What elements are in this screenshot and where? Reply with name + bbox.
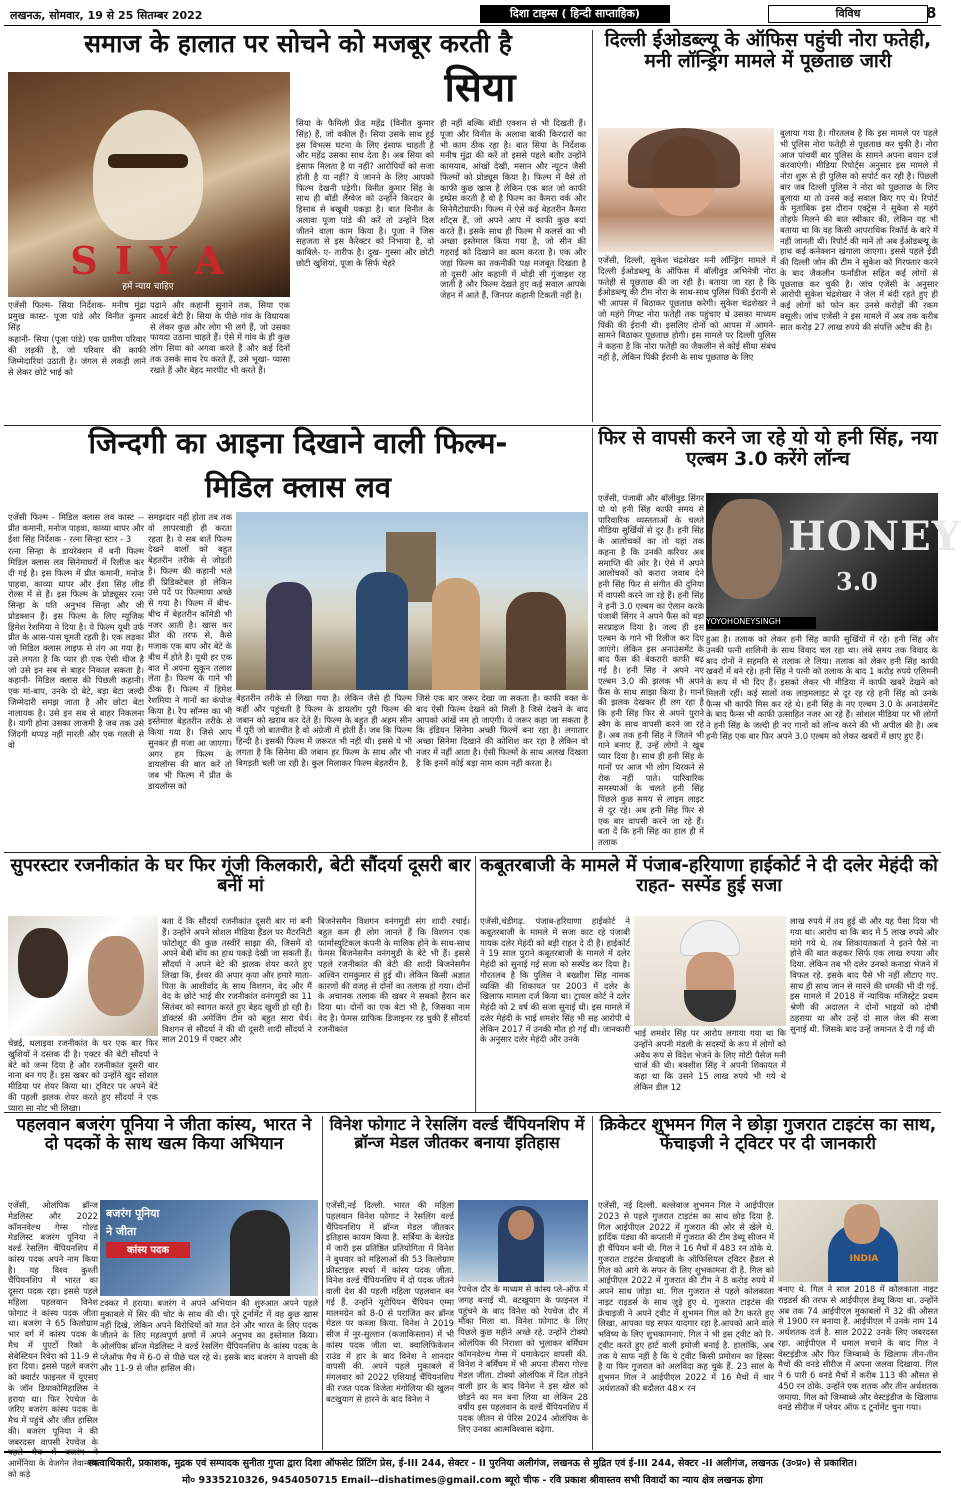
nora-photo	[598, 128, 774, 252]
rajni-col3: बिजनेसमैन विशगन वनंगमुडी संग शादी रचाई। बहुत कम ही लोग जानते हैं कि विशगन एक फार्मास्युटिकल कंपनी के मालिक होने के साथ-साथ फेमस बिजनेसमैन वनंगमुडी के बेटे भी हैं। इससे पहले रजनीकांत की बेटी की शादी बिजनेसमैन अश्विन रामकुमार से हुई थी। लेकिन किसी अज्ञात कारणों की वजह से दोनों का तलाक हो गया। दोनों के अचानक तलाक की खबर ने सबको हैरान कर दिया था। दोनों का एक बेटा भी है, जिसका नाम वेद है। फेमस ग्राफिक डिजाइनर रह चुकी हैं सौंदर्या रजनीकांत	[318, 916, 470, 1034]
daler-photo	[634, 916, 786, 1026]
column-rule	[592, 1116, 593, 1450]
column-rule	[475, 856, 476, 1112]
rajni-col1: चेन्नई, थलाइवा रजनीकांत के घर एक बार फिर खुशियों ने दस्तक दी है। एक्टर की बेटी सौंदर्या ने बेटे को जन्म दिया है और रजनीकांत दूसरी बार नाना बन गए हैं। इस खबर को उन्होंने खुद सोशल मीडिया पर शेयर किया था। ट्विटर पर अपने बेटे की पहली झलक शेयर करते हुए सौंदर्या ने एक प्यारा सा नोट भी लिखा।	[8, 1038, 158, 1113]
honey-poster	[706, 493, 961, 631]
gill-photo	[778, 1200, 938, 1282]
honey-col1: एजेंसी, पंजाबी और बॉलीवुड सिंगर यो यो हनी सिंह काफी समय से पारिवारिक व्यस्तताओं के चलते मीडिया सुर्खियों से दूर हैं। हनी सिंह के आलोचकों का तो यहां तक कहना है कि उनकी करियर अब समाप्ति की ओर है। ऐसे में अपने आलोचकों को करारा जवाब देने हनी सिंह फिर से संगीत की दुनिया में वापसी करने जा रहे हैं। हनी सिंह ने हनी 3.0 एल्बम का ऐलान करके पंजाबी सिंगर ने अपने फैंस को बड़ा सरप्राइज दिया है। जल्द ही इस एल्बम के गाने भी रिलीज कर दिए जाएंगे। लेकिन इस अनाउंसमेंट के बाद फैंस की बेकरारी काफी बढ़ गई है। हनी सिंह ने अपने नए एल्बम 3.0 की झलक भी अपने फैंस के साथ साझा किया है। गानों की झलक देखकर ही लग रहा है कि हनी सिंह फिर से अपने पुराने स्वैग के साथ वापसी करने जा रहे हैं। अब तक हनी सिंह ने जितने भी गाने बनाए हैं, उन्हें लोगों ने खूब प्यार दिया है। साथ ही हनी सिंह के गानों पर आज भी लोग थिरकने से रोक नहीं पाते। पारिवारिक समस्याओं के चलते हनी सिंह पिछले कुछ समय से लाइम लाइट से दूर रहे। अब हनी सिंह फिर से एक बार वापसी करने जा रहे हैं। बता दें कि हनी सिंह का हाल ही में तलाक	[598, 493, 704, 847]
rajni-photo	[8, 916, 158, 1036]
vinesh-photo	[458, 1200, 588, 1282]
nora-col2: बुलाया गया है। गौरतलब है कि इस मामले पर पहले भी पुलिस नोरा फतेही से पूछताछ कर चुकी है। नोरा आज पांचवीं बार पुलिस के सामने अपना बयान दर्ज करवाएंगी। मीडिया रिपोर्ट्स अनुसार इस मामले में नोरा शुरू से ही पुलिस को सपोर्ट कर रही है। पिछली बार जब दिल्ली पुलिस ने नोरा को पूछताछ के लिए बुलाया था तो उनसे कई सवाल किए गए थे। रिपोर्ट के मुताबिक इस दौरान एक्ट्रेस ने सुकेश से महंगे तोहफे मिलने की बात स्वीकार की, लेकिन यह भी बताया था कि वह किसी आपराधिक रिकॉर्ड के बारे में नहीं जानती थीं। रिपोर्ट की मानें तो अब ईओडब्ल्यू के हाथ कई कनेक्शन खंगाला जाएगा। इससे पहले ईडी की दिल्ली जोन की टीम ने सुकेश को गिरफ्तार करने के बाद जैकलीन फर्नांडीज सहित कई लोगों से पूछताछ कर चुकी है। जांच एजेंसी के अनुसार आरोपी सुकेश चंद्रशेखर ने जेल में बंदी रहते हुए ही कई लोगों को फोन कर उनसे करोड़ों की रकम वसूली। जांच एजेंसी ने इस मामले में अब तक करीब सात करोड़ 27 लाख रुपये की संपत्ति अटैच की है।	[780, 128, 938, 332]
bajrang-col2: टक्कर में हराया। बजरंग ने अपने अभियान की शुरुआत अपने पहले मुकाबले में सिर की चोट के साथ की थी। पूरे टूर्नामेंट में वह कुछ खास नहीं दिखे, लेकिन अपने विरोधियों को मात देने और भारत के लिए पदक जीतने के लिए महत्वपूर्ण क्षणों में अपने अनुभव का इस्तेमाल किया। ओलंपिक ब्रॉन्ज मेडलिस्ट ने वर्ल्ड रेसलिंग चैंपियनशिप के कांस्य पदक के प्लेऑफ मैच में 6-0 से पीछे चल रहे थे। इसके बाद बजरंग ने वापसी की और 11-9 से जीत हासिल की।	[100, 1298, 318, 1373]
middle-poster	[236, 512, 588, 690]
middle-credits: एजेंसी फिल्म - मिडिल क्लास लव कास्ट --प्रीत कमानी, मनोज पाहवा, काव्या थापर और ईशा सिंह निर्देशक - रत्ना सिन्हा स्टार - 3	[8, 512, 144, 544]
hair-shape	[628, 128, 740, 188]
middle-col4: जिसे एक बार जरूर देखा जा सकता है। काफी वक्त के बाद ऐसी फिल्म देखने को मिली है जिसे देखने के बाद आपको आंखें नम हो जाएंगी। ये जरूर कहा जा सकता है कि इंडियन सिनेमा अच्छी फिल्में बना रहा है। लगातार अच्छा सिनेमा दिखाने की कोशिश कर रहा है लेकिन वो नजर में नहीं आता है। ऐसी फिल्मों के साथ अलख दिखता है कि इनमें कोई बड़ा नाम काम नहीं करता है।	[416, 693, 588, 768]
poster-title: S I Y A	[70, 238, 226, 283]
section-rule	[4, 1112, 941, 1113]
face-shape	[88, 936, 144, 1016]
middle-col2: समझदार नहीं होता तब तक वो लापरवाही ही करता रहता है। ये सब बातें फिल्म देखने वालों को बहुत बेहतरीन तरीके से जोड़ती है। फिल्म की कहानी भले ही प्रिडिक्टेबल हो लेकिन उसे पर्दे पर फिल्माया अच्छे से गया है। फिल्म में बीच-बीच में बेहतरीन कॉमेडी भी नजर आती है। खास कर प्रीत की तरफ से, कैसे मजाक एक बाप और बेटे के बीच में होते हैं। यूथी हर एक बात में अपना सुकून तलाश लेता है। फिल्म के गाने भी ठीक हैं। फिल्म में हिमेश रेशमिया ने गानों का कंपोज किया है। रैप सॉन्ग्स का भी इस्तेमाल बेहतरीन तरीके से किया गया है। जिसे आप सुनकर ही मजा आ जाएगा। अगर हम फिल्म के डायलॉग्स की बात करें तो जब भी फिल्म में प्रीत के डायलॉग्स को	[148, 512, 232, 791]
nora-headline: दिल्ली ईओडब्ल्यू के ऑफिस पहुंची नोरा फतेही, मनी लॉन्ड्रिंग मामले में पूछताछ जारी	[604, 29, 932, 72]
beard-shape	[684, 990, 736, 1022]
siya-headline-1: समाज के हालात पर सोचने को मजबूर करती है	[84, 29, 512, 58]
poster-num: 3.0	[836, 567, 878, 596]
daler-headline: कबूतरबाजी के मामले में पंजाब-हरियाणा हाईकोर्ट ने दी दलेर मेहंदी को राहत- सस्पेंड हुई सजा	[480, 855, 938, 896]
person-shape	[266, 582, 312, 690]
gill-col2: बनाए थे. गिल ने साल 2018 में कोलकाता नाइट राइडर्स की तरफ से आईपीएल डेब्यू किया था. उन्होंने अब तक 74 आईपीएल मुकाबलों में 32 की औसत से 1900 रन बनाया है. आईपीएल में उनके नाम 14 अर्धशतक दर्ज है. साल 2022 उनके लिए जबरदस्त रहा. आईपीएल में धमाल मचाने के बाद गिल ने वेस्टइंडीज और फिर जिम्बाब्वे के खिलाफ तीन-तीन मैचों की वनडे सीरीज में अपना जलवा दिखाया. गिल ने 6 पारी 6 वनडे मैचों में करीब 113 की औसत से 450 रन ठोके. उन्होंने एक शतक और तीन अर्धशतक जमाया. गिल को जिम्बाब्वे और वेस्टइंडीज के खिलाफ वनडे सीरीज में प्लेयर ऑफ द टूर्नामेंट चुना गया।	[778, 1284, 938, 1413]
gill-col1: एजेंसी, नई दिल्ली. बल्लेबाज शुभमन गिल ने आईपीएल 2023 से पहले गुजरात टाइटंस का साथ छोड़ दिया है. गिल आईपीएल 2022 में गुजरात की ओर से खेले थे. हार्दिक पंड्या की कप्तानी में गुजरात की टीम डेब्यू सीजन में ही चैंपियन बनी थी. गिल ने 16 मैचों में 483 रन ठोके थे. गुजरात टाइटंस फ्रेंचाइजी के ऑफिशियल ट्विटर हैंडल से गिल को आगे के सफर के लिए शुभकामना दी है. गिल को आईपीएल 2022 में गुजरात की टीम ने 8 करोड़ रुपये में अपने साथ जोड़ा था. गिल गुजरात से पहले कोलकाता नाइट राइडर्स के साथ जुड़े हुए थे. गुजरात टाइटंस की फ्रेंचाइजी ने अपने ट्वीट में शुभमन गिल को टैग करते हुए लिखा, आपका यह सफर यादगार रहा है.आपको आने वाले भविष्य के लिए शुभकामनाएं. गिल ने भी इस ट्वीट को रि-ट्वीट करते हुए हार्ट वाली इमोजी बनाई है. हालांकि, अब तक ये साफ नहीं है कि ये ट्वीट किसी प्रमोशन का हिस्सा है या फिर गुजरात को अलविदा कह चुके हैं. 23 साल के शुभमन गिल ने आईपीएल 2022 में 16 मैचों में चार अर्धशतकों की बदौलत 48× रन	[598, 1200, 774, 1393]
face-shape	[18, 928, 68, 998]
siya-poster	[8, 72, 290, 297]
bajrang-photo	[100, 1200, 318, 1296]
middle-headline-1: जिन्दगी का आइना दिखाने वाली फिल्म-	[88, 426, 508, 460]
dateline: लखनऊ, सोमवार, 19 से 25 सितम्बर 2022	[10, 9, 203, 22]
vinesh-headline: विनेश फोगाट ने रेसलिंग वर्ल्ड चैंपियनशिप में ब्रॉन्ज मेडल जीतकर बनाया इतिहास	[329, 1115, 585, 1152]
daler-col1: एजेंसी,चंडीगढ़. पंजाब-हरियाणा हाईकोर्ट ने कबूतरबाजी के मामले में सजा काट रहे पंजाबी गायक दलेर मेहंदी को बड़ी राहत दे दी है। हाईकोर्ट ने 19 साल पुराने कबूतरबाजी के मामले में दलेर मेहंदी को सुनाई गई सजा को सस्पेंड कर दिया है। गौरतलब है कि पुलिस ने बख्शीश सिंह नामक व्यक्ति की शिकायत पर 2003 में दलेर के खिलाफ मामला दर्ज किया था। ट्रायल कोर्ट ने दलेर मेहंदी को 2 वर्ष की सजा सुनाई थी। इस मामले में दलेर मेहंदी के भाई शमशेर सिंह भी सह आरोपी थे लेकिन 2017 में उनकी मौत हो गई थी। जानकारी के अनुसार दलेर मेहंदी और उनके	[480, 916, 630, 1045]
middle-col1: रत्ना सिन्हा के डायरेक्शन में बनी फिल्म मिडिल क्लास लव सिनेमाघरों में रिलीज कर दी गई है। इस फिल्म में प्रीत कमानी, मनोज पाहवा, काव्या थापर और ईशा सिंह लीड रोल्स में से हैं। इस फिल्म के प्रोड्यूसर रत्ना सिन्हा के पति अनुभव सिन्हा और जी प्रोडक्शन हैं। इस फिल्म के लिए म्यूजिक हिमेश रेशमिया ने दिया है। ये फिल्म यूथी उर्फ प्रीत के आस-पास घूमती रहती है। एक लड़का जो मिडिल क्लास लाइफ से तंग आ गया है। उसे लगता है कि प्यार ही एक ऐसी चीज है जो उसे इन सब से बाहर निकाल सकता है। कहानी- मिडिल क्लास की पिछली कहानी। एक मां-बाप, उनके दो बेटे, बड़ा बेटा जल्दी जिम्मेदारी समझ जाता है और छोटा बेटा नालायक है। उसे इन सब से बाहर निकलना है। यागी होना उसका लाजमी है जब तक उसे जिंदगी थप्पड़ नहीं मारती और एक गलती से वो	[8, 546, 144, 750]
vinesh-col2: रेपचेज दौर के माध्यम से कांस्य प्ले-ऑफ में जगह बनाई थी. बटखुयाग के फाइनल में पहुंचने के बाद विनेश को रेपचेज दौर में मौका मिला था. विनेश फोगाट के लिए पिछले कुछ महीने अच्छे रहे. उन्होंने टोक्यो ओलंपिक की निराशा को भुलाकर बर्मिंघम कॉमनवेल्थ गेम्स में धमाकेदार वापसी की. विनेश ने बर्मिंघम में भी अपना तीसरा गोल्ड मेडल जीता. टोक्यो ओलंपिक में दिल तोड़ने वाली हार के बाद विनेश ने इस खेल को छोड़ने का मन बना लिया था लेकिन 28 वर्षीय इस पहलवान के वर्ल्ड चैंपियनशिप में पदक जीतन से पेरिस 2024 ओलंपिक के लिए उनका आत्मविश्वास बढ़ेगा.	[458, 1284, 588, 1434]
honey-col2: हुआ है। तलाक को लेकर हनी सिंह काफी सुर्खियों में रहे। हनी सिंह और उनकी पत्नी शालिनी के साथ विवाद चल रहा था। लंबे समय तक विवाद के बाद दोनों ने सहमति से तलाक ले लिया। तलाक को लेकर हनी सिंह काफी खबरों में बने रहे। हनी सिंह ने पत्नी को तलाक के बाद 1 करोड़ रुपये एलिमनी के रूप में भी दिए हैं। इसको लेकर भी मीडिया में काफी खबरें देखने को मिलती रहीं। कई सालों तक लाइमलाइट से दूर रह रहे हनी सिंह को उनके फैन्स भी काफी मिस कर रहे थे। हनी सिंह के नए एल्बम 3.0 के अनाउंसमेंट के बाद फैन्स भी काफी उत्साहित नजर आ रहे हैं। सोशल मीडिया पर भी लोगों ने हनी सिंह के जल्दी ही नए गानों को लॉन्च करने की भी अपील की है। अब हनी सिंह एक बार फिर अपने 3.0 एल्बम को लेकर खबरों में छाए हुए हैं।	[706, 634, 938, 741]
photo-text-2: ने जीता	[106, 1225, 137, 1238]
section-label: विविध	[768, 5, 928, 23]
section-rule	[4, 852, 941, 853]
rajni-col2: बता दें कि सौंदर्या रजनीकांत दूसरी बार मां बनी हैं। उन्होंने अपने सोशल मीडिया हैंडल पर मैटरनिटी फोटोशूट की कुछ तस्वीरें साझा की, जिसमें वो अपने बेबी बॉय का हाथ पकड़े देखी जा सकती हैं। सौंदर्या ने अपने बेटे की झलक शेयर करते हुए लिखा कि, ईश्वर की अपार कृपा और हमारे माता-पिता के आशीर्वाद के साथ विशगन, वेद और मैं वेद के छोटे भाई वीर रजनीकांत वनंगमुडी का 11 सितंबर को स्वागत करते हुए बेहद खुशी हो रही है। डॉक्टर्स की अमेजिंग टीम को बहुत सारा धैर्य। विशगन से सौंदर्या ने की थी दूसरी शादी सौंदर्या ने साल 2019 में एक्टर और	[162, 916, 312, 1045]
honey-headline: फिर से वापसी करने जा रहे यो यो हनी सिंह, नया एल्बम 3.0 करेंगे लॉन्च	[598, 427, 938, 470]
middle-headline-2: मिडिल क्लास लव	[204, 470, 392, 504]
turban-shape	[680, 920, 740, 956]
poster-honey-text: HONEY	[788, 513, 961, 560]
photo-text-1: बजरंग पूनिया	[106, 1207, 160, 1220]
column-rule	[322, 1116, 323, 1450]
masthead	[4, 4, 941, 26]
bajrang-headline: पहलवान बजरंग पूनिया ने जीता कांस्य, भारत ने दो पदकों के साथ खत्म किया अभियान	[16, 1115, 312, 1154]
siya-col2: पढ़ाने और कहानी सुनाने तक, सिया एक आदर्श बेटी है। सिया के पीछे गांव के विधायक से लेकर कुछ और लोग भी लगे हैं, जो उसका फायदा उठाना चाहते हैं। ऐसे में गांव के ही कुछ लोग सिया को अगवा करते हैं और कई दिनों तक उसके साथ रेप करते हैं, उसे भूखा- प्यासा रखते हैं और बेहद मारपीट भी करते हैं।	[150, 300, 290, 375]
face-shape	[508, 1210, 534, 1240]
paper-name: दिशा टाइम्स ( हिन्दी साप्ताहिक)	[480, 5, 670, 23]
person-shape	[506, 592, 566, 690]
page-number: 8	[926, 4, 937, 22]
siya-col4: ही नहीं बल्कि बॉडी एक्शन से भी दिखती हैं। पूजा और विनीत के अलावा बाकी किरदारों का भी काम ठीक रहा है। बात सिया के निर्देशक मनीष मुंद्रा की करें तो इससे पहले बतौर उन्होंने कामयाब, आंखों देखी, मसान और न्यूटन जैसी फिल्मों को प्रोड्यूस किया है। फिल्म में वैसे तो काफी कुछ खास है लेकिन एक बात जो काफी इम्प्रेस करती है वो है फिल्म का कैमरा वर्क और सिनेमैटोग्राफी। फिल्म में ऐसे कई बेहतरीन कैमरा शॉट्स हैं, जो अपने आप में काफी कुछ बयां करते हैं। इसके साथ ही फिल्म में कलर्स का भी अच्छा इस्तेमाल किया गया है, जो सीन की गहराई को दिखाने का काम करता है। एक और जहां फिल्म का तकनीकी पक्ष मजबूत दिखता है तो दूसरी ओर कहानी में थोड़ी सी गुंजाइश रह जाती है और फिल्म देखते हुए कई सवाल आपके जेहन में आते हैं, जिनपर कहानी टिकती नहीं है।	[440, 118, 586, 300]
face-shape	[712, 499, 782, 599]
gill-headline: क्रिकेटर शुभमन गिल ने छोड़ा गुजरात टाइटंस का साथ, फेंचाइजी ने ट्विटर पर दी जानकारी	[599, 1115, 937, 1154]
footer	[4, 1451, 941, 1487]
middle-col1-wrap	[8, 512, 144, 848]
poster-credit: YOYOHONEYSINGH	[706, 617, 816, 629]
siya-credits	[8, 300, 146, 420]
daler-col2: भाई शमशेर सिंह पर आरोप लगाया गया था कि उन्होंने अपनी मंडली के सदस्यों के रूप में लोगों को अवैध रूप से विदेश भेजने के लिए मोटी पैसेज मनी चार्ज की थी। बक्शीश सिंह ने अपनी शिकायत में कहा था कि उसने 15 लाख रुपये भी गये थे लेकिन डील 12	[634, 1028, 786, 1092]
footer-line-2: मो० 9335210326, 9454050715 Email--dishatimes@gmail.com ब्यूरो चीफ - रवि प्रकाश श्रीवास्तव सभी विवादों का न्याय क्षेत्र लखनऊ होगा	[182, 1475, 763, 1486]
column-rule	[592, 428, 593, 850]
siya-headline-2: सिया	[444, 65, 516, 111]
person-shape	[432, 578, 480, 690]
footer-line-1: स्वत्वाधिकारी, प्रकाशक, मुद्रक एवं सम्पादक सुनीता गुप्ता द्वारा दिशा ऑफसेट प्रिंटिंग प्रेस, ई-III 244, सेक्टर - II पुरनिया अलीगंज, लखनऊ से मुद्रित एवं ई-III 244, सेक्टर -II अलीगंज, लखनऊ (उ०प्र०) से प्रकाशित।	[88, 1458, 857, 1469]
rajni-headline: सुपरस्टार रजनीकांत के घर फिर गूंजी किलकारी, बेटी सौंदर्या दूसरी बार बनीं मां	[10, 855, 471, 896]
photo-text-3: कांस्य पदक	[106, 1242, 190, 1258]
poster-tagline: हमें न्याय चाहिए	[122, 282, 174, 292]
face-shape	[93, 110, 203, 240]
face-shape	[844, 1204, 880, 1244]
bajrang-col1: एजेंसी, ओलंपिक ब्रॉन्ज मेडलिस्ट और 2022 कॉमनवेल्थ गेम्स गोल्ड मेडलिस्ट बजरंग पूनिया ने वर्ल्ड रेसलिंग चैंपियनशिप में कांस्य पदक अपने नाम किया है। यह विश्व कुश्ती चैंपियनशिप में भारत का दूसरा पदक रहा। इससे पहले महिला पहलवान विनेश फोगाट ने कांस्य पदक जीता था। बजरंग ने 65 किलोग्राम भार वर्ग में कांस्य पदक के मैच में पुएर्टो रिको के सेबेस्टियन रिवेरा को 11-9 से हरा दिया। इससे पहले बजरंग को क्वार्टर फाइनल में यूएसए के जॉन डियाकोमिहालिस ने हराया था। फिर रेपचेज के जरिए बजरंग कांस्य पदक के मैच में पहुंचे और जीत हासिल की। बजरंग पूनिया ने की जबरदस्त वापसी रेपचेज के पहले मैच में बजरंग ने आर्मेनिया के वेजगेन तेवान्यान को कड़े	[8, 1200, 98, 1479]
daler-col3: लाख रुपये में तय हुई थी और यह पैसा दिया भी गया था। आरोप था कि बाद में 5 लाख रुपये और मांगे गये थे. तब शिकायतकर्ता ने इतने पैसे ना होने की बात कहकर सिर्फ एक लाख रुपया और दिया. लेकिन तब भी दलेर उनको कनाडा भेजने में विफल रहे. इसके बाद पैसे भी नहीं लौटाए गए. साथ ही साथ जान से मारने की धमकी भी दी गई. इस मामले में 2018 में न्यायिक मजिस्ट्रेट प्रथम श्रेणी की अदालत ने दोनों भाइयों को दोषी ठहराया था और उन्हें दो साल जेल की सजा सुनाई थी. जिसके बाद उन्हें जमानत दे दी गई थी	[790, 916, 938, 1034]
siya-credit-text: एजेंसी फिल्म- सिया निर्देशक- मनीष मुंद्रा प्रमुख कास्ट- पूजा पांडे और विनीत कुमार सिंह	[8, 300, 146, 332]
column-rule	[592, 30, 593, 422]
nora-col1: एजेंसी, दिल्ली, सुकेश चंद्रशेखर मनी लॉन्ड्रिंग मामले में दिल्ली ईओडब्ल्यू के ऑफिस में बॉलीवुड अभिनेत्री नोरा फतेही से पूछताछ की जा रही है। बताया जा रहा है कि ईओडब्ल्यू की टीम नोरा के साथ-साथ पुलिस पिंकी ईरानी से भी आपस में बिठाकर पूछताछ करेगी। सुकेश चंद्रशेखर ने जो महंगे गिफ्ट नोरा फतेही तक पहुंचाए थे उसका माध्यम पिंकी की ईरानी थी। इसलिए दोनों को आपस में आमने-सामने बिठाकर पूछताछ होगी। इस मामले पर दिल्ली पुलिस ने कहना है कि नोरा फतेही का जैकलीन से कोई सीधा संबंध नहीं है, लेकिन पिंकी ईरानी के साथ पूछताछ के लिए	[598, 255, 776, 362]
vinesh-col1: एजेंसी,नई दिल्ली. भारत की महिला पहलवान विनेश फोगाट ने रेसलिंग वर्ल्ड चैंपियनशिप में ब्रॉन्ज मेडल जीतकर इतिहास कायम किया है. सर्बिया के बेलग्रेड में जारी इस प्रतिष्ठित प्रतियोगिता में विनेश ने बुधवार को महिलाओं की 53 किलोग्राम फ्रीस्टाइल स्पर्धा में कांस्य पदक जीता. विनेश वर्ल्ड चैंपियनशिप में दो पदक जीतने वाली देश की पहली महिला पहलवान बन गई हैं. उन्होंने यूरोपियन चैंपियन एम्मा मालमग्रेन को 8-0 से पराजित कर ब्रॉन्ज मेडल पर कब्जा किया. विनेश ने 2019 सीज में नूर-सुल्तान (कजाकिस्तान) में भी कांस्य पदक जीता था. क्वालिफिकेशन राउंड में हार के बाद विनेश ने शानदार वापसी की. अपने पहले मुकाबले में मंगलवार को 2022 एशियाई चैंपियनशिप की रजत पदक विजेता मंगोलिया की खुलन बटखुयाग से हारने के बाद विनेश ने	[326, 1200, 454, 1404]
person-shape	[230, 1210, 290, 1296]
siya-col1: कहानी- सिया (पूजा पांडे) एक ग्रामीण परिवार की लड़की है, जो परिवार की काफी जिम्मेदारियां उठाती है। जंगल से लकड़ी लाने से लेकर छोटे भाई को	[8, 334, 146, 377]
jersey-text: INDIA	[849, 1254, 879, 1264]
middle-col3: बेहतरीन तरीके से लिखा गया है। लेकिन जैसे ही फिल्म कहीं और पहुंचती है फिल्म के डायलॉग पूरी फिल्म की जबान को खराब कर देते हैं। फिल्म के बहुत ही अहम सीन में पूरी जो बातचीत है वो अंग्रेजी में होती है। जब कि फिल्म हिन्दी है। इसकी फिल्म में जरूरत भी नहीं थी। इससे ये भी लगता है कि सिनेमा की जबान हर फिल्म के साथ और भी बिगड़ती चली जा रही है। कुल मिलाकर फिल्म बेहतरीन है,	[236, 693, 412, 768]
eyes-band	[108, 154, 188, 168]
person-shape	[356, 572, 408, 690]
siya-col3: सिया के फैमिली फ्रेंड महेंद्र (विनीत कुमार सिंह) हैं, जो वकील हैं। सिया उसके साथ हुई इस विभत्स घटना के लिए इंसाफ चाहती है और महेंद्र उसका साथ देता है। अब सिया को इंसाफ मिलता है या नहीं? आरोपियों को सजा होती है या नहीं? ये जानने के लिए आपको फिल्म देखनी पड़ेगी। विनीत कुमार सिंह के साथ ही बॉडी लैंग्वेज को उन्होंने किरदार के हिसाब से बखूबी पकड़ा है। बात विनीत के अलावा पूजा पांडे की करें तो उन्होंने दिल जीतने वाला काम किया है। पूजा ने जिस सहजता से इस कैरेक्टर को निभाया है, वो काबिले- ए- तारीफ है। दुख- गुस्सा और छोटी छोटी खुशियां, पूजा के सिर्फ चेहरे	[296, 118, 434, 268]
